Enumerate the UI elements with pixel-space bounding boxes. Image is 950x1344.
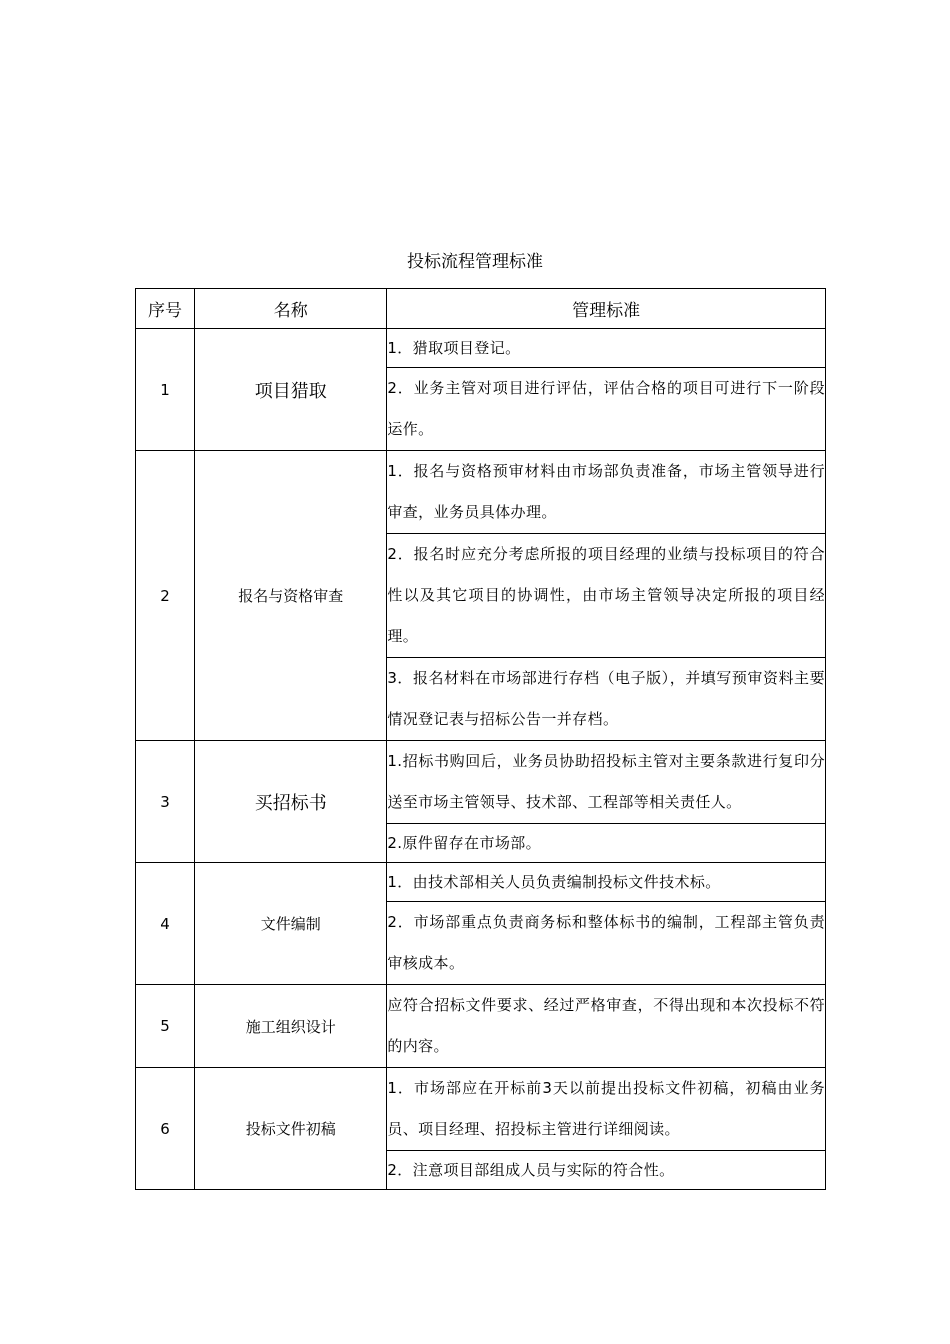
- standard-item: 1．由技术部相关人员负责编制投标文件技术标。: [387, 863, 826, 902]
- table-row: [136, 451, 826, 534]
- standard-item: 1．猎取项目登记。: [387, 329, 826, 368]
- row-name: 项目猎取: [195, 329, 387, 451]
- row-number: 2: [136, 451, 195, 741]
- standard-item: 1．报名与资格预审材料由市场部负责准备，市场主管领导进行审查，业务员具体办理。: [387, 451, 826, 534]
- row-number: 4: [136, 863, 195, 985]
- row-name: 买招标书: [195, 741, 387, 863]
- table-row: [136, 329, 826, 368]
- table-row: [136, 1068, 826, 1151]
- standard-item: 1．市场部应在开标前3天以前提出投标文件初稿，初稿由业务员、项目经理、招投标主管进行详细阅读。: [387, 1068, 826, 1151]
- standard-item: 1.招标书购回后，业务员协助招投标主管对主要条款进行复印分送至市场主管领导、技术部、工程部等相关责任人。: [387, 741, 826, 824]
- table-row: [136, 985, 826, 1068]
- table-row: [136, 741, 826, 824]
- table-header-row: [136, 289, 826, 329]
- header-serial-number: 序号: [136, 289, 195, 329]
- standard-item: 2.原件留存在市场部。: [387, 824, 826, 863]
- standard-item: 2．市场部重点负责商务标和整体标书的编制，工程部主管负责审核成本。: [387, 902, 826, 985]
- row-name: 文件编制: [195, 863, 387, 985]
- row-number: 6: [136, 1068, 195, 1190]
- table-row: [136, 863, 826, 902]
- row-name: 报名与资格审查: [195, 451, 387, 741]
- header-management-standard: 管理标准: [387, 289, 826, 329]
- row-name: 投标文件初稿: [195, 1068, 387, 1190]
- row-number: 1: [136, 329, 195, 451]
- document-title: 投标流程管理标准: [407, 252, 543, 272]
- row-number: 5: [136, 985, 195, 1068]
- standard-item: 应符合招标文件要求、经过严格审查，不得出现和本次投标不符的内容。: [387, 985, 826, 1068]
- standard-item: 2．报名时应充分考虑所报的项目经理的业绩与投标项目的符合性以及其它项目的协调性，由市场主管领导决定所报的项目经理。: [387, 534, 826, 658]
- row-number: 3: [136, 741, 195, 863]
- header-name: 名称: [195, 289, 387, 329]
- management-standards-table: [135, 288, 826, 1190]
- standard-item: 3．报名材料在市场部进行存档（电子版），并填写预审资料主要情况登记表与招标公告一并存档。: [387, 658, 826, 741]
- row-name: 施工组织设计: [195, 985, 387, 1068]
- standard-item: 2．注意项目部组成人员与实际的符合性。: [387, 1151, 826, 1190]
- standard-item: 2．业务主管对项目进行评估，评估合格的项目可进行下一阶段运作。: [387, 368, 826, 451]
